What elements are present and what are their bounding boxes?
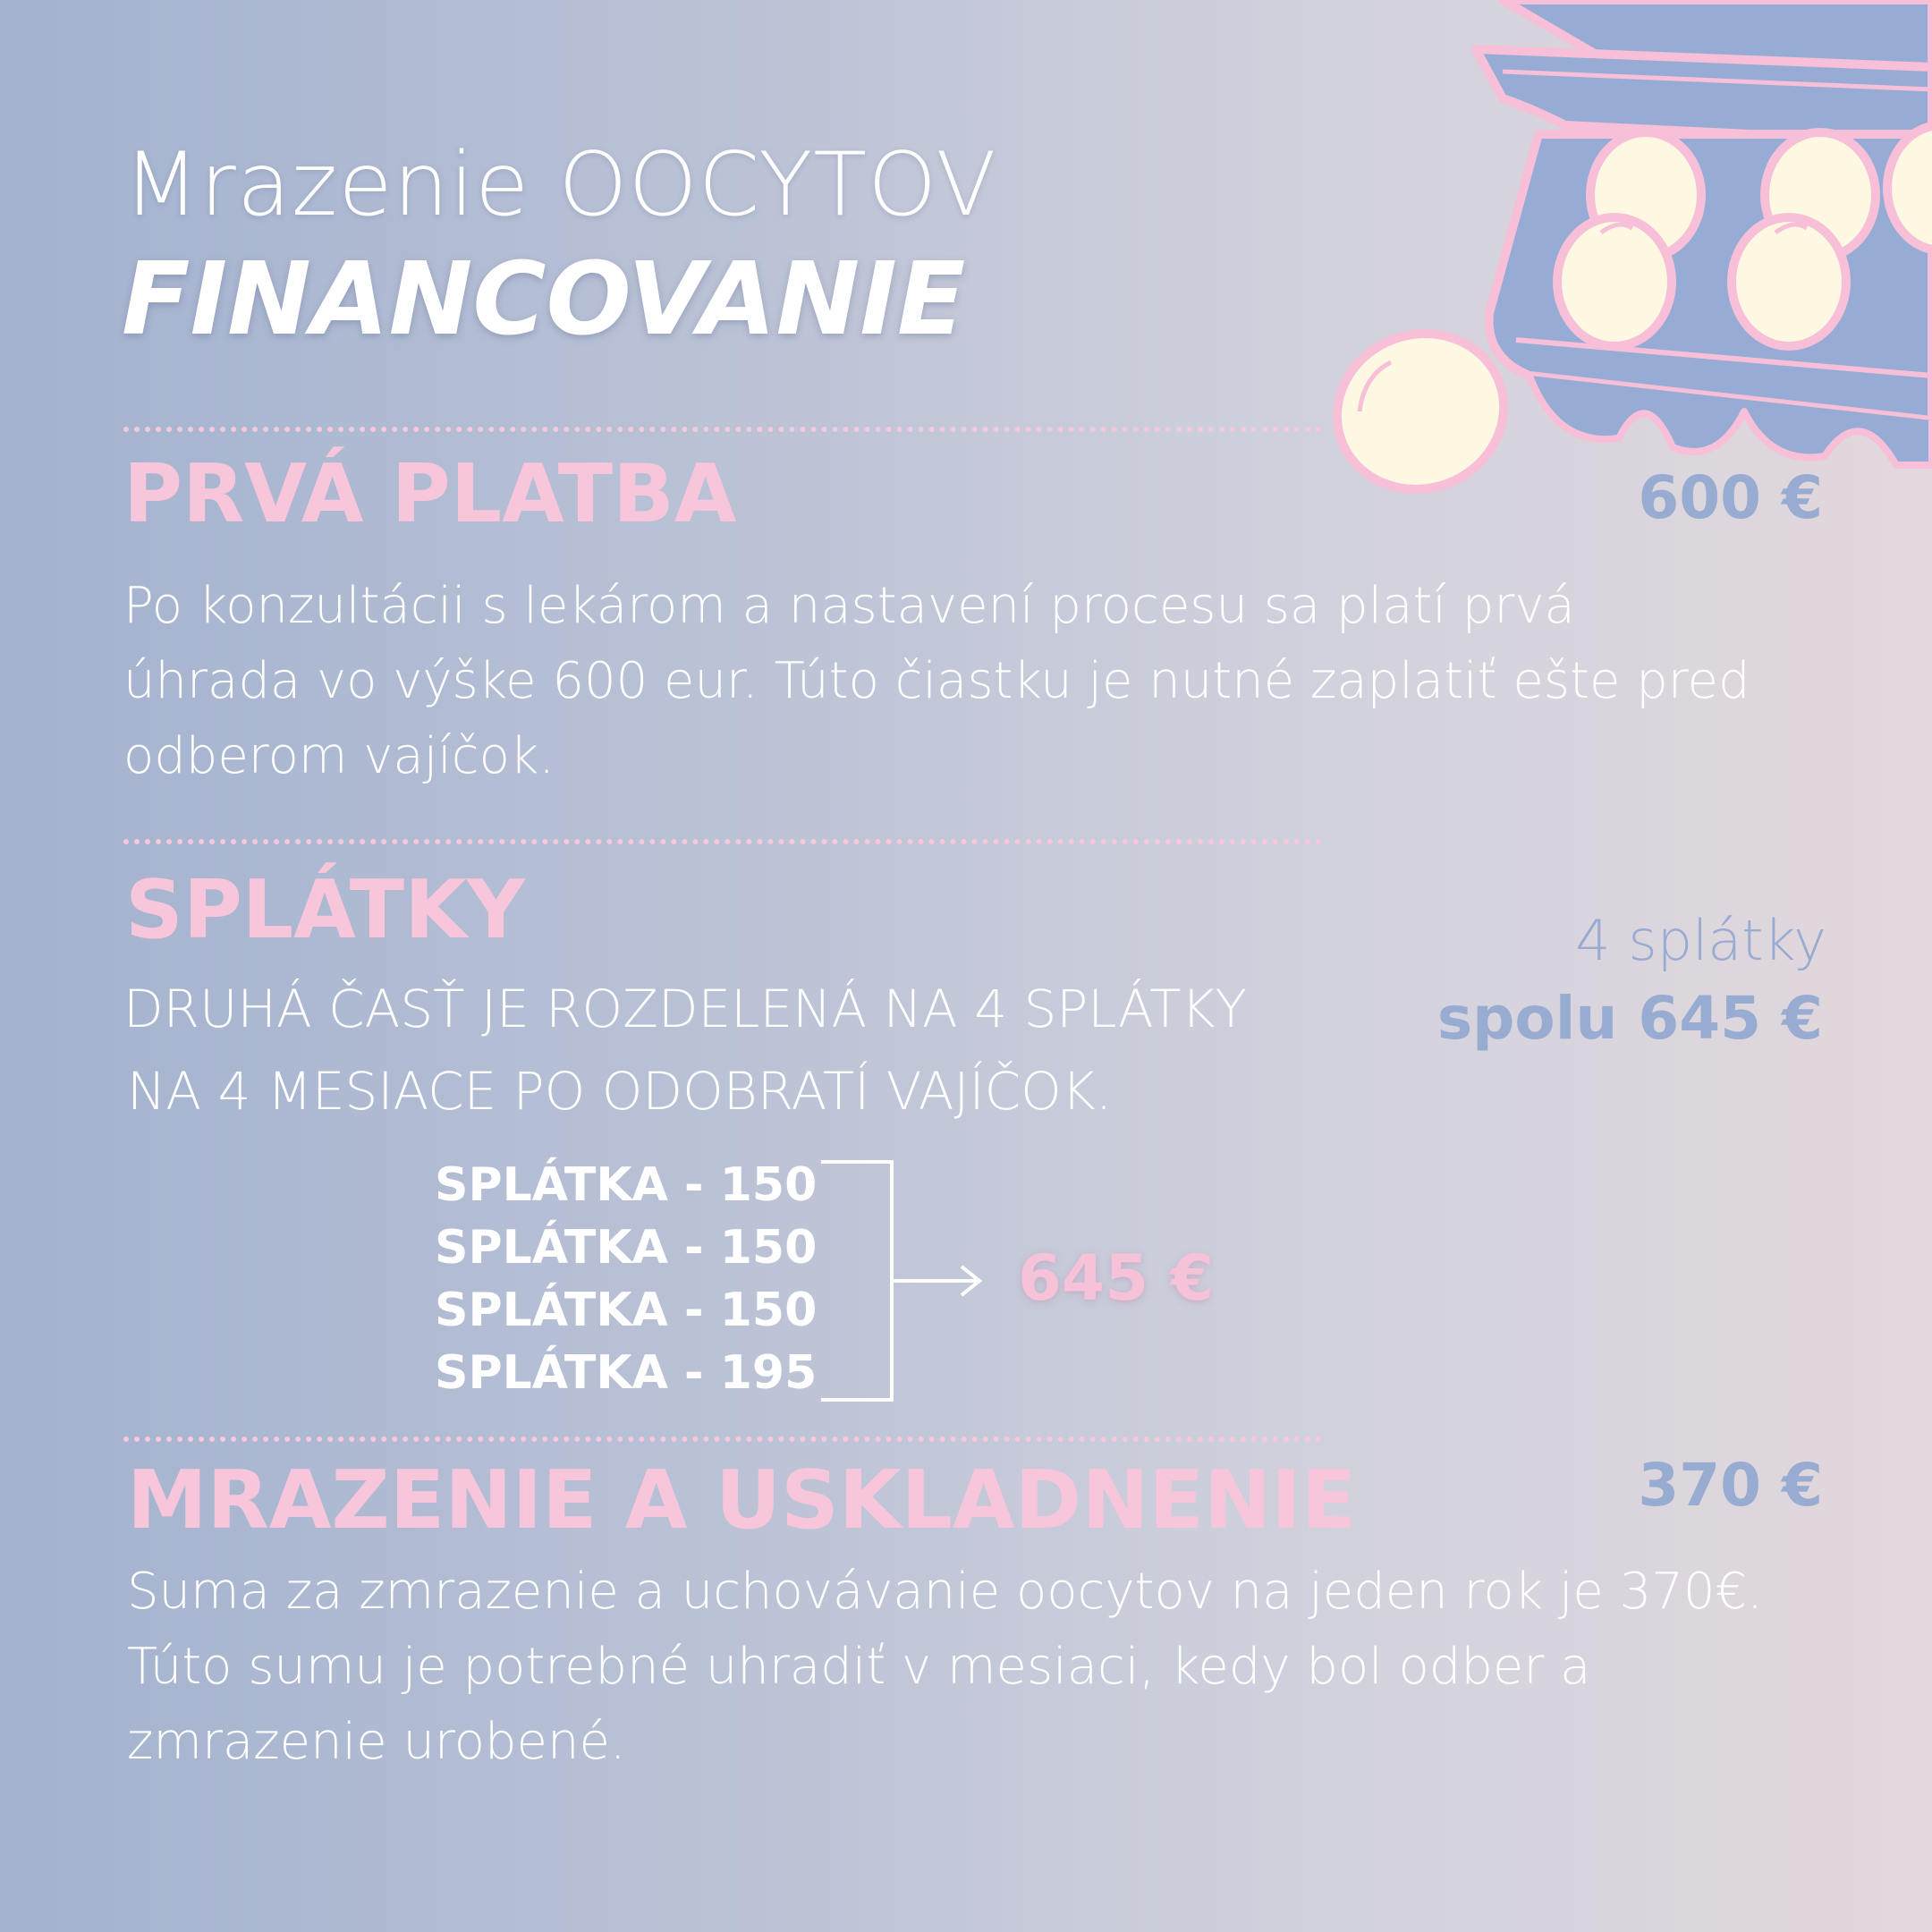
text-line: NA 4 MESIACE PO ODOBRATÍ VAJÍČOK. <box>127 1061 1113 1122</box>
text-line: odberom vajíčok. <box>123 727 555 785</box>
page-subtitle: FINANCOVANIE <box>122 242 966 358</box>
bracket-arrow-icon <box>818 1158 988 1404</box>
text-line: Suma za zmrazenie a uchovávanie oocytov na jeden rok je 370€. <box>127 1563 1763 1621</box>
installments-total-label: spolu 645 € <box>1436 984 1823 1053</box>
freezing-heading: MRAZENIE A USKLADNENIE <box>127 1453 1357 1547</box>
divider <box>123 427 1322 432</box>
installment-list <box>435 1154 817 1404</box>
installments-heading: SPLÁTKY <box>125 863 526 957</box>
first-payment-text <box>123 569 1750 794</box>
installments-text <box>123 968 1247 1132</box>
page-title: Mrazenie OOCYTOV <box>123 134 997 236</box>
installment-item: SPLÁTKA - 150 <box>435 1158 818 1212</box>
text-line: Túto sumu je potrebné uhradiť v mesiaci, kedy bol odber a <box>127 1638 1591 1696</box>
installment-item: SPLÁTKA - 195 <box>435 1346 818 1400</box>
freezing-text <box>127 1555 1763 1780</box>
text-line: úhrada vo výške 600 eur. Túto čiastku je nutné zaplatiť ešte pred <box>123 652 1750 710</box>
installments-total: 645 € <box>1018 1241 1215 1315</box>
egg-carton-icon <box>1324 0 1932 537</box>
text-line: DRUHÁ ČASŤ JE ROZDELENÁ NA 4 SPLÁTKY <box>123 979 1247 1039</box>
installment-item: SPLÁTKA - 150 <box>435 1221 818 1275</box>
text-line: Po konzultácii s lekárom a nastavení procesu sa platí prvá <box>123 577 1575 635</box>
text-line: zmrazenie urobené. <box>127 1713 626 1771</box>
installments-count: 4 splátky <box>1575 908 1826 973</box>
first-payment-price: 600 € <box>1638 463 1823 532</box>
divider <box>123 839 1322 844</box>
installment-item: SPLÁTKA - 150 <box>435 1284 818 1337</box>
divider <box>123 1436 1322 1442</box>
freezing-price: 370 € <box>1638 1451 1823 1520</box>
first-payment-heading: PRVÁ PLATBA <box>123 447 737 541</box>
